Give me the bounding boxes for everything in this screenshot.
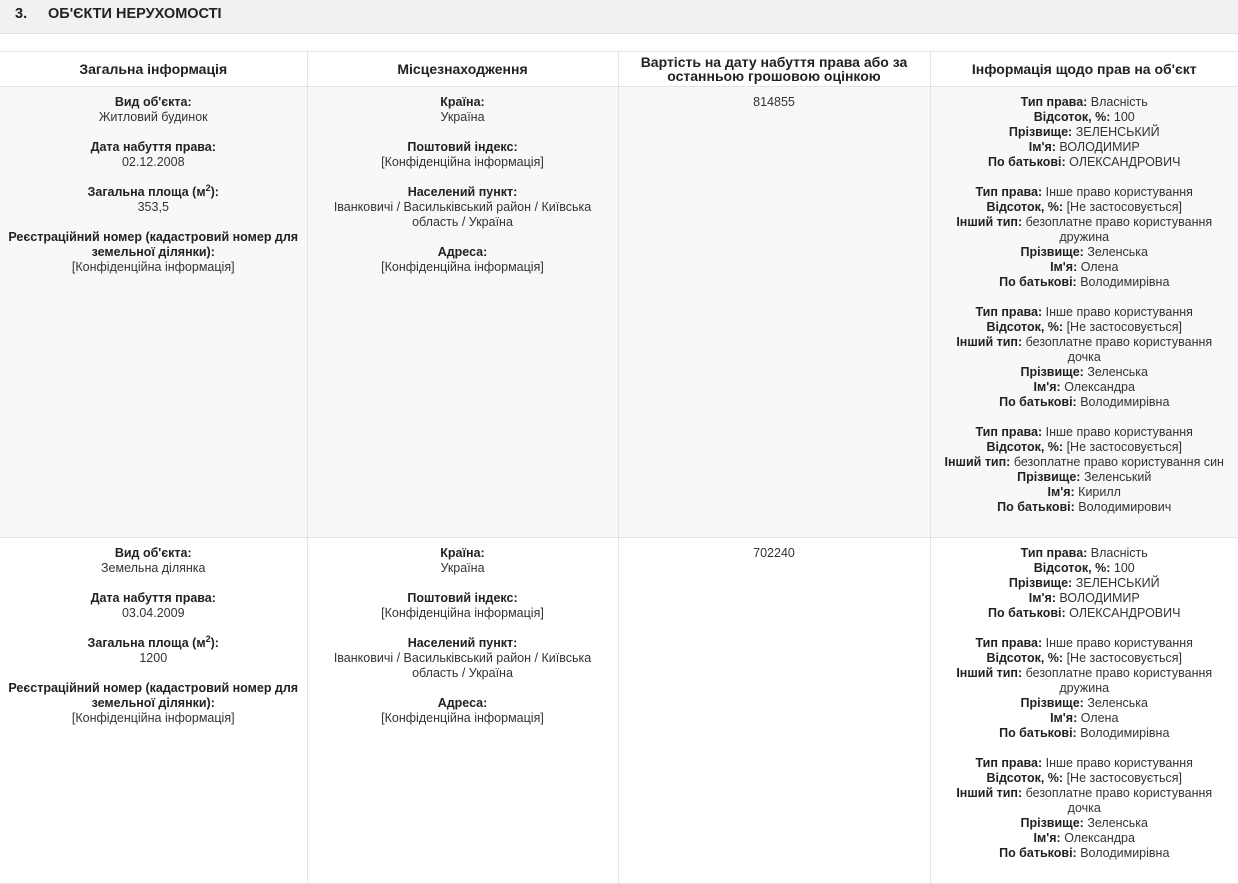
other-type-value: безоплатне право користування дружина <box>1025 666 1213 695</box>
name-value: ВОЛОДИМИР <box>1059 140 1140 154</box>
patronymic-value: Володимирівна <box>1080 726 1170 740</box>
surname-value: Зеленська <box>1087 245 1149 259</box>
percent-value: [Не застосовується] <box>1066 320 1183 334</box>
acquired-date-value: 02.12.2008 <box>121 155 185 169</box>
settlement-label: Населений пункт: <box>407 185 518 199</box>
area-value: 1200 <box>139 651 168 665</box>
acquired-date-value: 03.04.2009 <box>121 606 185 620</box>
general-info-cell <box>0 538 307 884</box>
right-type-value: Інше право користування <box>1045 756 1193 770</box>
table-header-row <box>0 52 1238 87</box>
percent-value: [Не застосовується] <box>1066 651 1183 665</box>
object-type-value: Земельна ділянка <box>101 561 206 575</box>
right-entry: Тип права: Інше право користування Відсоток, %: [Не застосовується] Інший тип: безоплатне право користування дочка Прізвище: Зеленська Ім'я: Олександра По батькові: Володимирівна <box>956 756 1213 860</box>
section-number: 3. <box>15 6 28 22</box>
settlement-value: Іванковичі / Васильківський район / Київська область / Україна <box>333 200 592 229</box>
patronymic-value: ОЛЕКСАНДРОВИЧ <box>1069 606 1181 620</box>
name-value: Кирилл <box>1078 485 1121 499</box>
address-value: [Конфіденційна інформація] <box>381 711 544 725</box>
object-type-label: Вид об'єкта: <box>114 95 192 109</box>
right-type-value: Інше право користування <box>1045 305 1193 319</box>
percent-value: 100 <box>1113 110 1135 124</box>
name-value: Олена <box>1080 260 1119 274</box>
value-amount: 814855 <box>753 95 795 109</box>
reg-number-value: [Конфіденційна інформація] <box>71 711 235 725</box>
acquired-date-label: Дата набуття права: <box>90 591 216 605</box>
patronymic-value: ОЛЕКСАНДРОВИЧ <box>1069 155 1181 169</box>
right-entry: Тип права: Власність Відсоток, %: 100 Прізвище: ЗЕЛЕНСЬКИЙ Ім'я: ВОЛОДИМИР По батькові: ОЛЕКСАНДРОВИЧ <box>988 95 1181 169</box>
reg-number-label: Реєстраційний номер (кадастровий номер для земельної ділянки): <box>8 230 299 259</box>
right-type-value: Інше право користування <box>1045 425 1193 439</box>
area-label: Загальна площа $(м^2)$: <box>87 182 219 199</box>
header-location: Місцезнаходження <box>307 52 618 87</box>
surname-value: ЗЕЛЕНСЬКИЙ <box>1075 125 1160 139</box>
postal-label: Поштовий індекс: <box>407 591 518 605</box>
reg-number-label: Реєстраційний номер (кадастровий номер для земельної ділянки): <box>8 681 299 710</box>
settlement-label: Населений пункт: <box>407 636 518 650</box>
surname-value: Зеленська <box>1087 696 1149 710</box>
patronymic-value: Володимирівна <box>1080 395 1170 409</box>
address-value: [Конфіденційна інформація] <box>381 260 544 274</box>
percent-value: [Не застосовується] <box>1066 771 1183 785</box>
header-general: Загальна інформація <box>0 52 307 87</box>
value-cell <box>618 538 930 884</box>
address-label: Адреса: <box>437 696 488 710</box>
right-entry: Тип права: Власність Відсоток, %: 100 Прізвище: ЗЕЛЕНСЬКИЙ Ім'я: ВОЛОДИМИР По батькові: ОЛЕКСАНДРОВИЧ <box>988 546 1181 620</box>
area-value: 353,5 <box>137 200 169 214</box>
value-cell <box>618 87 930 538</box>
name-value: Олександра <box>1064 380 1135 394</box>
percent-value: 100 <box>1113 561 1135 575</box>
section-title: ОБ'ЄКТИ НЕРУХОМОСТІ <box>48 6 222 22</box>
acquired-date-label: Дата набуття права: <box>90 140 216 154</box>
surname-value: Зеленська <box>1087 816 1149 830</box>
surname-value: ЗЕЛЕНСЬКИЙ <box>1075 576 1160 590</box>
location-cell <box>307 87 618 538</box>
object-type-label: Вид об'єкта: <box>114 546 192 560</box>
right-type-value: Інше право користування <box>1045 636 1193 650</box>
patronymic-value: Володимирівна <box>1080 846 1170 860</box>
name-value: ВОЛОДИМИР <box>1059 591 1140 605</box>
other-type-value: безоплатне право користування син <box>1013 455 1224 469</box>
other-type-value: безоплатне право користування дочка <box>1025 335 1213 364</box>
reg-number-value: [Конфіденційна інформація] <box>71 260 235 274</box>
name-value: Олександра <box>1064 831 1135 845</box>
right-entry: Тип права: Інше право користування Відсоток, %: [Не застосовується] Інший тип: безоплатне право користування син Прізвище: Зеленський Ім'я: Кирилл По батькові: Володимирович <box>944 425 1224 514</box>
postal-value: [Конфіденційна інформація] <box>381 606 544 620</box>
section-header <box>0 0 1238 34</box>
address-label: Адреса: <box>437 245 488 259</box>
table-row <box>0 538 1238 884</box>
right-entry: Тип права: Інше право користування Відсоток, %: [Не застосовується] Інший тип: безоплатне право користування дочка Прізвище: Зеленська Ім'я: Олександра По батькові: Володимирівна <box>956 305 1213 409</box>
object-type-value: Житловий будинок <box>98 110 208 124</box>
patronymic-value: Володимирівна <box>1080 275 1170 289</box>
location-cell <box>307 538 618 884</box>
right-type-value: Власність <box>1090 95 1148 109</box>
surname-value: Зеленська <box>1087 365 1149 379</box>
rights-cell <box>930 538 1238 884</box>
area-label: Загальна площа $(м^2)$: <box>87 633 219 650</box>
postal-label: Поштовий індекс: <box>407 140 518 154</box>
other-type-value: безоплатне право користування дружина <box>1025 215 1213 244</box>
percent-value: [Не застосовується] <box>1066 440 1183 454</box>
right-entry: Тип права: Інше право користування Відсоток, %: [Не застосовується] Інший тип: безоплатне право користування дружина Прізвище: Зеленська Ім'я: Олена По батькові: Володимирівна <box>956 185 1213 289</box>
surname-value: Зеленський <box>1083 470 1152 484</box>
other-type-value: безоплатне право користування дочка <box>1025 786 1213 815</box>
percent-value: [Не застосовується] <box>1066 200 1183 214</box>
general-info-cell <box>0 87 307 538</box>
right-type-value: Інше право користування <box>1045 185 1193 199</box>
table-row <box>0 87 1238 538</box>
right-entry: Тип права: Інше право користування Відсоток, %: [Не застосовується] Інший тип: безоплатне право користування дружина Прізвище: Зеленська Ім'я: Олена По батькові: Володимирівна <box>956 636 1213 740</box>
header-value: Вартість на дату набуття права або за останньою грошовою оцінкою <box>618 52 930 87</box>
country-label: Країна: <box>440 95 485 109</box>
rights-cell <box>930 87 1238 538</box>
country-value: Україна <box>440 110 485 124</box>
header-rights: Інформація щодо прав на об'єкт <box>930 52 1238 87</box>
settlement-value: Іванковичі / Васильківський район / Київська область / Україна <box>333 651 592 680</box>
right-type-value: Власність <box>1090 546 1148 560</box>
country-value: Україна <box>440 561 485 575</box>
postal-value: [Конфіденційна інформація] <box>381 155 544 169</box>
country-label: Країна: <box>440 546 485 560</box>
real-estate-table <box>0 51 1238 884</box>
value-amount: 702240 <box>753 546 795 560</box>
patronymic-value: Володимирович <box>1078 500 1172 514</box>
name-value: Олена <box>1080 711 1119 725</box>
